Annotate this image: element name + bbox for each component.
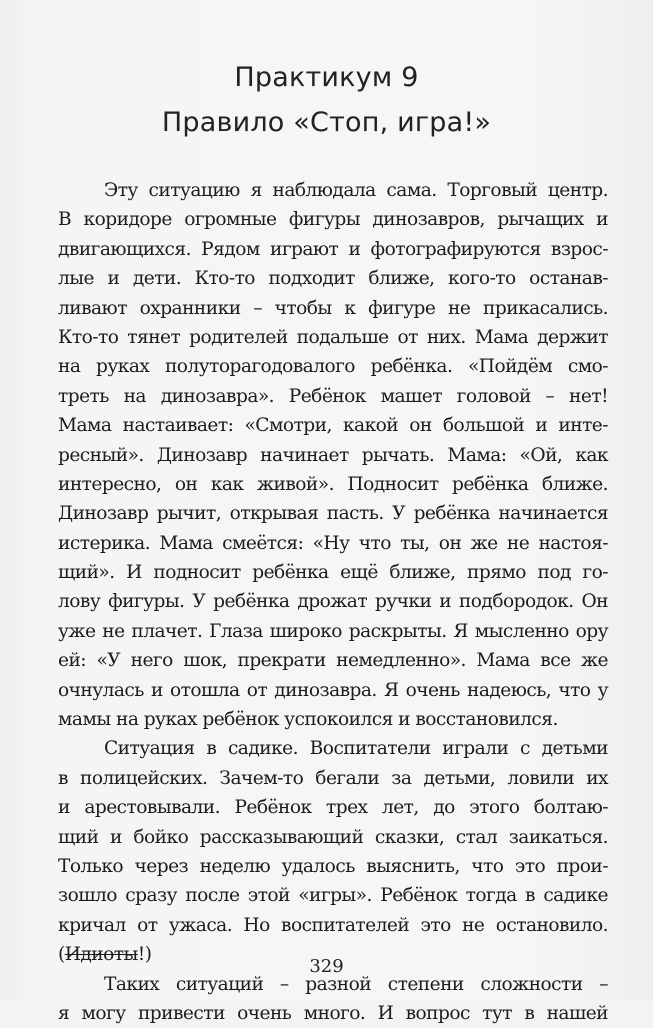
text-line: Кто-то тянет родителей подальше от них. Мама держит [58,326,608,348]
text-line: лые и дети. Кто-то подходит ближе, кого-то останав- [58,268,608,290]
text-line: интересно, он как живой». Подносит ребёнка ближе. [58,473,608,495]
text-line: на руках полуторагодовалого ребёнка. «Пойдём смо- [58,356,608,378]
text-line: очнулась и отошла от динозавра. Я очень надеюсь, что у [58,679,608,701]
text-line: щий». И подносит ребёнка ещё ближе, прямо под го- [58,562,608,584]
text-line: В коридоре огромные фигуры динозавров, рычащих и [58,209,608,231]
text-line: лову фигуры. У ребёнка дрожат ручки и подбородок. Он [58,591,608,613]
paragraph-dinosaur [58,176,608,1028]
text-line: ей: «У него шок, прекрати немедленно». Мама все же [58,650,608,672]
text-line: треть на динозавра». Ребёнок машет головой – нет! [58,385,608,407]
page-number: 329 [309,956,344,977]
text-line: кричал от ужаса. Но воспитателей это не остановило. [58,914,608,936]
struck-word: Идиоты [64,944,138,966]
text-line: и арестовывали. Ребёнок трех лет, до этого болтаю- [58,797,608,819]
closing-open: ( [58,944,65,966]
text-line: уже не плачет. Глаза широко раскрыты. Я мысленно ору [58,620,608,642]
chapter-heading: Практикум 9 [234,62,419,93]
text-line: в полицейских. Зачем-то бегали за детьми, ловили их [58,767,608,789]
text-line: Таких ситуаций – разной степени сложности – [104,973,608,995]
text-line: Эту ситуацию я наблюдала сама. Торговый центр. [104,180,608,201]
text-line: Ситуация в садике. Воспитатели играли с детьми [104,738,608,760]
text-line: Динозавр рычит, открывая пасть. У ребёнка начинается [58,503,608,525]
text-line: Только через неделю удалось выяснить, что это прои- [58,855,608,877]
chapter-subheading: Правило «Стоп, игра!» [161,107,492,138]
text-line: щий и бойко рассказывающий сказки, стал заикаться. [58,826,608,848]
text-line: истерика. Мама смеётся: «Ну что ты, он же не настоя- [58,532,608,554]
text-line: я могу привести очень много. И вопрос тут в нашей [58,1002,608,1024]
text-line: зошло сразу после этой «игры». Ребёнок тогда в садике [58,885,608,907]
closing-close: !) [137,944,152,966]
text-line: Мама настаивает: «Смотри, какой он большой и инте- [58,415,608,437]
text-line: двигающихся. Рядом играют и фотографируются взрос- [58,238,608,260]
text-line: ресный». Динозавр начинает рычать. Мама: «Ой, как [58,444,608,466]
text-line: ливают охранники – чтобы к фигуре не прикасались. [58,297,608,319]
text-line: мамы на руках ребёнок успокоился и восстановился. [58,709,558,731]
